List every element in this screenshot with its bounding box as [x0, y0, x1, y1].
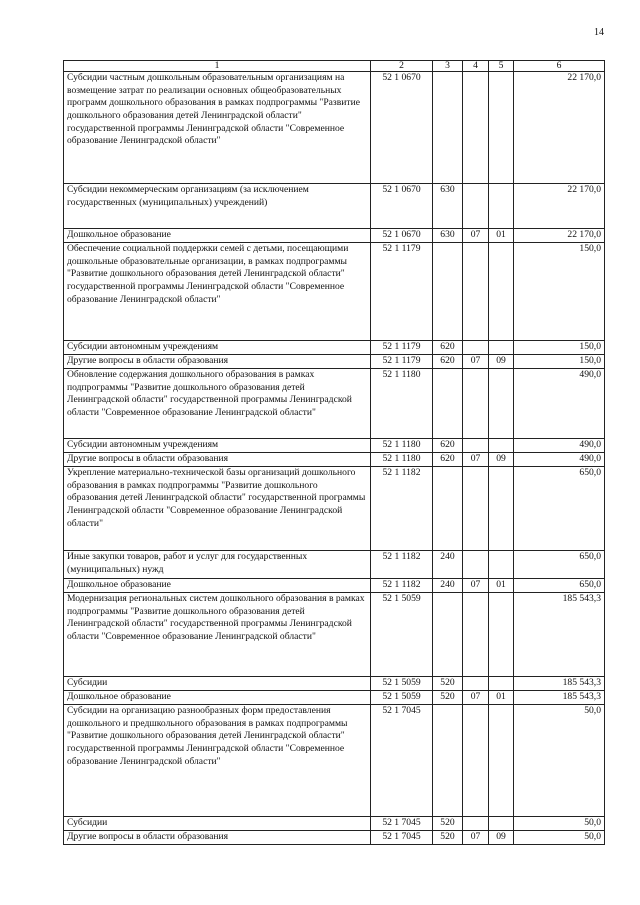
row-name: Субсидии частным дошкольным образовательным организациям на возмещение затрат по реализации основных общеобразовательных программ дошкольного образования в рамках подпрограммы "Развитие дошкольного образования детей Ленинградской области" государственной программы Ленинградской области "Современное образование Ленинградской области" — [64, 72, 371, 184]
row-section: 07 — [463, 831, 489, 845]
row-vr-code: 620 — [433, 439, 463, 453]
row-csr-code: 52 1 0670 — [371, 184, 433, 229]
row-vr-code: 520 — [433, 817, 463, 831]
row-amount: 22 170,0 — [514, 229, 605, 243]
row-subsection — [489, 593, 514, 677]
row-vr-code: 620 — [433, 355, 463, 369]
row-vr-code: 520 — [433, 677, 463, 691]
row-csr-code: 52 1 1179 — [371, 355, 433, 369]
row-subsection — [489, 369, 514, 439]
row-subsection — [489, 243, 514, 341]
row-csr-code: 52 1 5059 — [371, 593, 433, 677]
row-section — [463, 817, 489, 831]
row-amount: 650,0 — [514, 551, 605, 579]
row-section — [463, 677, 489, 691]
row-csr-code: 52 1 1179 — [371, 243, 433, 341]
row-csr-code: 52 1 7045 — [371, 831, 433, 845]
row-name: Другие вопросы в области образования — [64, 355, 371, 369]
row-vr-code: 240 — [433, 551, 463, 579]
row-vr-code — [433, 705, 463, 817]
row-section — [463, 705, 489, 817]
budget-table — [63, 60, 605, 845]
row-section — [463, 184, 489, 229]
header-col-3: 3 — [433, 61, 463, 72]
row-amount: 22 170,0 — [514, 72, 605, 184]
header-row — [64, 61, 605, 72]
row-vr-code — [433, 243, 463, 341]
row-section: 07 — [463, 453, 489, 467]
row-amount: 50,0 — [514, 705, 605, 817]
row-subsection: 09 — [489, 453, 514, 467]
row-amount: 150,0 — [514, 243, 605, 341]
row-csr-code: 52 1 1182 — [371, 467, 433, 551]
header-col-6: 6 — [514, 61, 605, 72]
table-row — [64, 579, 605, 593]
row-vr-code — [433, 467, 463, 551]
row-csr-code: 52 1 1180 — [371, 439, 433, 453]
header-col-5: 5 — [489, 61, 514, 72]
row-subsection: 01 — [489, 579, 514, 593]
header-col-1: 1 — [64, 61, 371, 72]
table-row — [64, 453, 605, 467]
row-vr-code: 630 — [433, 184, 463, 229]
row-name: Другие вопросы в области образования — [64, 453, 371, 467]
row-csr-code: 52 1 0670 — [371, 72, 433, 184]
row-vr-code: 620 — [433, 453, 463, 467]
table-row — [64, 341, 605, 355]
table-row — [64, 467, 605, 551]
row-csr-code: 52 1 1180 — [371, 369, 433, 439]
table-body — [64, 72, 605, 845]
row-subsection: 01 — [489, 229, 514, 243]
row-csr-code: 52 1 5059 — [371, 691, 433, 705]
row-section — [463, 439, 489, 453]
row-vr-code: 520 — [433, 691, 463, 705]
row-amount: 490,0 — [514, 453, 605, 467]
row-subsection: 09 — [489, 355, 514, 369]
row-amount: 490,0 — [514, 369, 605, 439]
row-csr-code: 52 1 1179 — [371, 341, 433, 355]
row-section — [463, 369, 489, 439]
row-name: Обновление содержания дошкольного образования в рамках подпрограммы "Развитие дошкольного образования детей Ленинградской области" государственной программы Ленинградской области "Современное образование Ленинградской области" — [64, 369, 371, 439]
row-vr-code — [433, 593, 463, 677]
table-row — [64, 439, 605, 453]
row-name: Дошкольное образование — [64, 579, 371, 593]
row-name: Субсидии — [64, 677, 371, 691]
row-subsection — [489, 184, 514, 229]
row-csr-code: 52 1 7045 — [371, 705, 433, 817]
row-amount: 650,0 — [514, 579, 605, 593]
row-name: Субсидии — [64, 817, 371, 831]
row-vr-code — [433, 369, 463, 439]
row-amount: 50,0 — [514, 831, 605, 845]
row-subsection — [489, 677, 514, 691]
row-amount: 185 543,3 — [514, 677, 605, 691]
table-row — [64, 705, 605, 817]
table-row — [64, 184, 605, 229]
row-subsection — [489, 439, 514, 453]
row-subsection — [489, 817, 514, 831]
table-row — [64, 817, 605, 831]
row-subsection — [489, 467, 514, 551]
row-section: 07 — [463, 579, 489, 593]
row-section — [463, 243, 489, 341]
table-row — [64, 677, 605, 691]
row-subsection: 01 — [489, 691, 514, 705]
row-amount: 185 543,3 — [514, 691, 605, 705]
table-row — [64, 691, 605, 705]
table-row — [64, 355, 605, 369]
row-vr-code: 520 — [433, 831, 463, 845]
row-name: Укрепление материально-технической базы организаций дошкольного образования в рамках подпрограммы "Развитие дошкольного образования детей Ленинградской области" государственной программы Ленинградской области "Современное образование Ленинградской области" — [64, 467, 371, 551]
row-section — [463, 551, 489, 579]
row-vr-code: 240 — [433, 579, 463, 593]
row-csr-code: 52 1 7045 — [371, 817, 433, 831]
row-section — [463, 593, 489, 677]
row-name: Модернизация региональных систем дошкольного образования в рамках подпрограммы "Развитие дошкольного образования детей Ленинградской области" государственной программы Ленинградской области "Современное образование Ленинградской области" — [64, 593, 371, 677]
row-amount: 150,0 — [514, 341, 605, 355]
row-subsection — [489, 551, 514, 579]
table-row — [64, 593, 605, 677]
row-name: Другие вопросы в области образования — [64, 831, 371, 845]
row-section — [463, 72, 489, 184]
row-amount: 50,0 — [514, 817, 605, 831]
row-csr-code: 52 1 1182 — [371, 551, 433, 579]
page-number: 14 — [594, 27, 604, 38]
header-col-4: 4 — [463, 61, 489, 72]
row-amount: 185 543,3 — [514, 593, 605, 677]
row-vr-code — [433, 72, 463, 184]
row-name: Дошкольное образование — [64, 691, 371, 705]
row-name: Субсидии некоммерческим организациям (за исключением государственных (муниципальных) учреждений) — [64, 184, 371, 229]
row-name: Субсидии на организацию разнообразных форм предоставления дошкольного и предшкольного образования в рамках подпрограммы "Развитие дошкольного образования детей Ленинградской области" государственной программы Ленинградской области "Современное образование Ленинградской области" — [64, 705, 371, 817]
row-section — [463, 341, 489, 355]
row-subsection — [489, 72, 514, 184]
row-amount: 150,0 — [514, 355, 605, 369]
table-row — [64, 551, 605, 579]
table-row — [64, 72, 605, 184]
row-section: 07 — [463, 691, 489, 705]
row-subsection — [489, 705, 514, 817]
table-row — [64, 831, 605, 845]
row-csr-code: 52 1 5059 — [371, 677, 433, 691]
row-amount: 650,0 — [514, 467, 605, 551]
row-csr-code: 52 1 1182 — [371, 579, 433, 593]
row-vr-code: 630 — [433, 229, 463, 243]
header-col-2: 2 — [371, 61, 433, 72]
row-name: Субсидии автономным учреждениям — [64, 341, 371, 355]
row-section: 07 — [463, 355, 489, 369]
table-row — [64, 243, 605, 341]
row-name: Дошкольное образование — [64, 229, 371, 243]
row-csr-code: 52 1 1180 — [371, 453, 433, 467]
row-vr-code: 620 — [433, 341, 463, 355]
row-amount: 22 170,0 — [514, 184, 605, 229]
row-subsection — [489, 341, 514, 355]
row-name: Субсидии автономным учреждениям — [64, 439, 371, 453]
table-row — [64, 369, 605, 439]
row-csr-code: 52 1 0670 — [371, 229, 433, 243]
row-section: 07 — [463, 229, 489, 243]
table-row — [64, 229, 605, 243]
row-name: Обеспечение социальной поддержки семей с детьми, посещающими дошкольные образовательные организации, в рамках подпрограммы "Развитие дошкольного образования детей Ленинградской области" государственной программы Ленинградской области "Современное образование Ленинградской области" — [64, 243, 371, 341]
row-amount: 490,0 — [514, 439, 605, 453]
row-subsection: 09 — [489, 831, 514, 845]
row-section — [463, 467, 489, 551]
row-name: Иные закупки товаров, работ и услуг для государственных (муниципальных) нужд — [64, 551, 371, 579]
